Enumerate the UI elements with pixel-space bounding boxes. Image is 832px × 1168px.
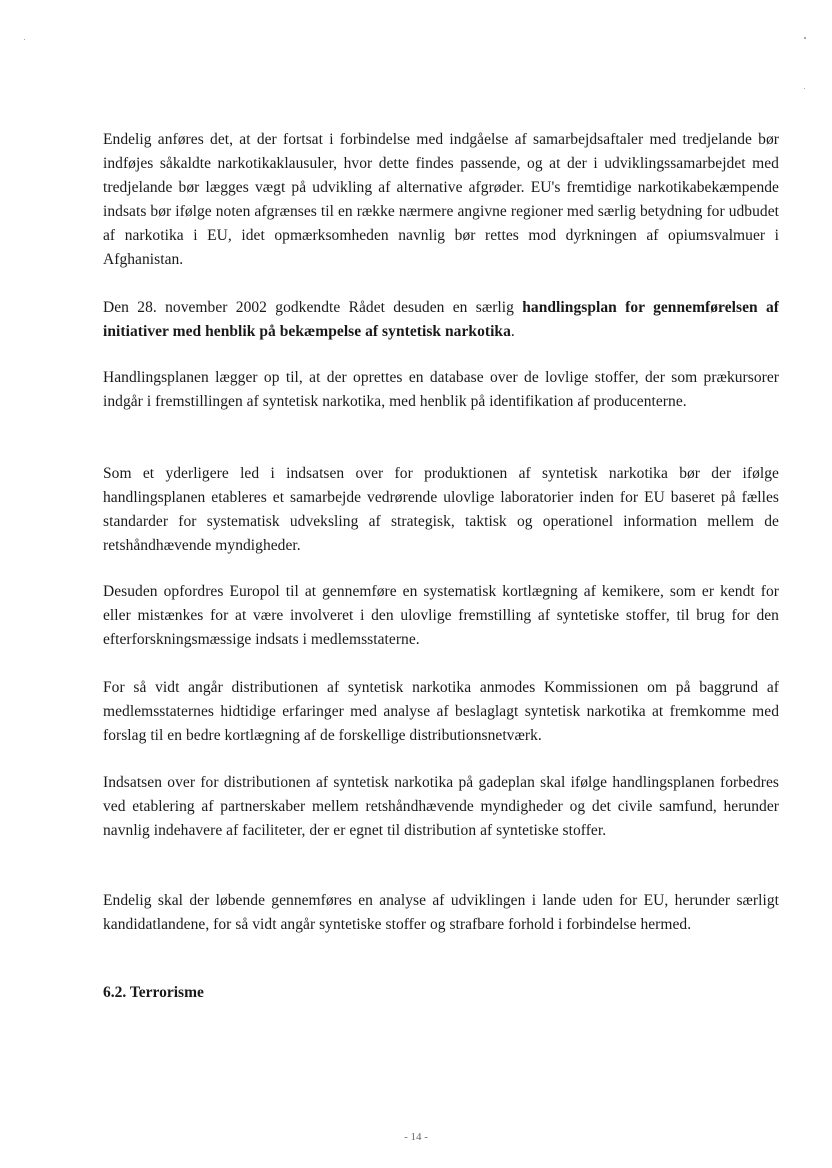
paragraph-distribution: For så vidt angår distributionen af syntetisk narkotika anmodes Kommissionen om på baggrund af medlemsstaternes hidtidige erfaringer med analyse af beslaglagt syntetisk narkotika at fremkomme med forslag til en bedre kortlægning af de forskellige distributionsnetværk. — [103, 679, 779, 744]
paragraph-action-plan-suffix: . — [510, 323, 515, 340]
paragraph-europol: Desuden opfordres Europol til at gennemføre en systematisk kortlægning af kemikere, som er kendt for eller mistænkes for at være involveret i den ulovlige fremstilling af syntetiske stoffer, til brug for den efterforskningsmæssige indsats i medlemsstaterne. — [103, 583, 779, 648]
scan-speck — [804, 37, 806, 39]
page-number: - 14 - — [404, 1131, 428, 1143]
paragraph-action-plan-prefix: Den 28. november 2002 godkendte Rådet desuden en særlig — [103, 299, 523, 316]
paragraph-action-plan — [103, 296, 779, 344]
paragraph-narcotics-clauses: Endelig anføres det, at der fortsat i forbindelse med indgåelse af samarbejdsaftaler med tredjelande bør indføjes såkaldte narkotikaklausuler, hvor dette findes passende, og at der i udviklingssamarbejdet med tredjelande bør lægges vægt på udvikling af alternative afgrøder. EU's fremtidige narkotikabekæmpende indsats bør ifølge noten afgrænses til en række nærmere angivne regioner med særlig betydning for udbudet af narkotika i EU, idet opmærksomheden navnlig bør rettes mod dyrkningen af opiumsvalmuer i Afghanistan. — [103, 131, 779, 268]
paragraph-street-level: Indsatsen over for distributionen af syntetisk narkotika på gadeplan skal ifølge handlingsplanen forbedres ved etablering af partnerskaber mellem retshåndhævende myndigheder og det civile samfund, herunder navnlig indehavere af faciliteter, der er egnet til distribution af syntetiske stoffer. — [103, 774, 779, 839]
paragraph-laboratories: Som et yderligere led i indsatsen over for produktionen af syntetisk narkotika bør der ifølge handlingsplanen etableres et samarbejde vedrørende ulovlige laboratorier inden for EU baseret på fælles standarder for systematisk udveksling af strategisk, taktisk og operationel information mellem de retshåndhævende myndigheder. — [103, 465, 779, 554]
scan-speck — [804, 88, 805, 89]
paragraph-database: Handlingsplanen lægger op til, at der oprettes en database over de lovlige stoffer, der som prækursorer indgår i fremstillingen af syntetisk narkotika, med henblik på identifikation af producenterne. — [103, 369, 779, 410]
section-heading: 6.2. Terrorisme — [103, 984, 204, 1001]
paragraph-third-countries: Endelig skal der løbende gennemføres en analyse af udviklingen i lande uden for EU, herunder særligt kandidatlandene, for så vidt angår syntetiske stoffer og strafbare forhold i forbindelse hermed. — [103, 892, 779, 933]
scan-speck — [24, 39, 25, 40]
paragraph-action-plan-bold: handlingsplan for gennemførelsen af initiativer med henblik på bekæmpelse af syntetisk narkotika — [103, 299, 779, 340]
